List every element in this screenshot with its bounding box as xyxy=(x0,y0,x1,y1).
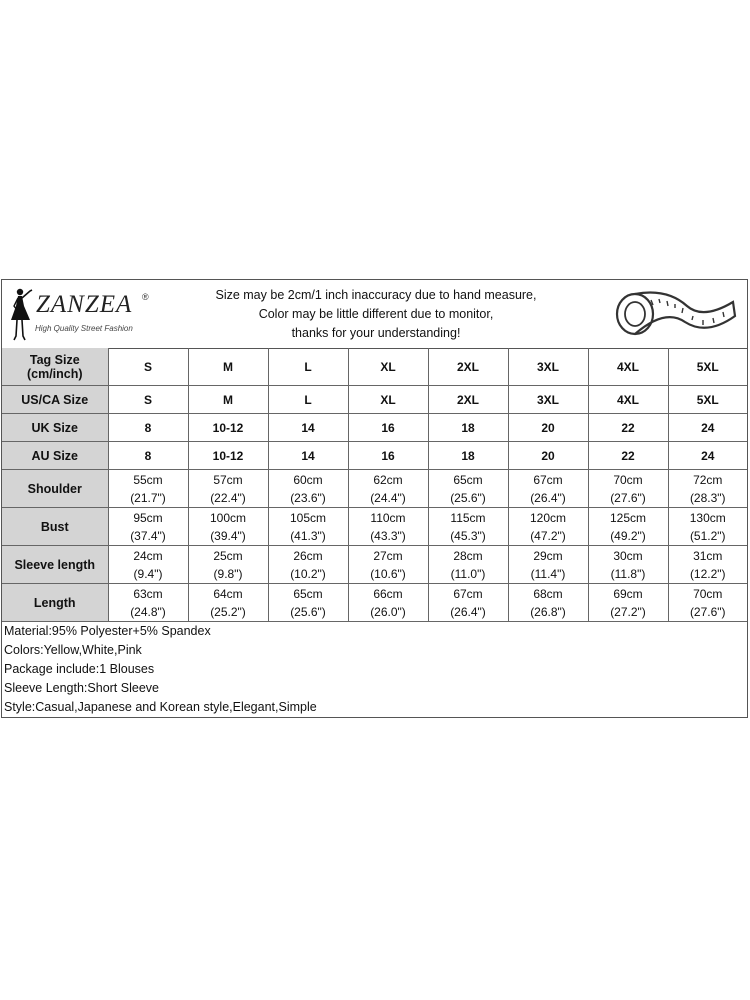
bust-cell xyxy=(268,508,348,546)
shoulder-label: Shoulder xyxy=(2,470,108,508)
shoulder-inch: (25.6") xyxy=(450,490,486,505)
measuring-tape-icon xyxy=(607,284,739,344)
length-inch: (26.8") xyxy=(530,604,566,619)
au-size-cell: 24 xyxy=(668,442,747,470)
sleeve-length-inch: (11.4") xyxy=(530,566,566,581)
sleeve-length-cm: 29cm xyxy=(533,548,563,563)
au-size-cell: 20 xyxy=(508,442,588,470)
bust-inch: (51.2") xyxy=(689,528,726,543)
bust-cell xyxy=(428,508,508,546)
length-cm: 66cm xyxy=(373,586,403,601)
brand-logo xyxy=(8,286,158,344)
shoulder-cm: 55cm xyxy=(133,472,163,487)
sleeve-length-inch: (11.0") xyxy=(450,566,486,581)
au-size-row xyxy=(2,442,747,470)
length-cell xyxy=(268,584,348,622)
uk-size-cell: 18 xyxy=(428,414,508,442)
shoulder-cell xyxy=(268,470,348,508)
shoulder-cm: 62cm xyxy=(373,472,403,487)
us-ca-size-label: US/CA Size xyxy=(2,386,108,414)
sleeve-length-inch: (12.2") xyxy=(689,566,726,581)
uk-size-cell: 10-12 xyxy=(188,414,268,442)
uk-size-row xyxy=(2,414,747,442)
length-inch: (25.2") xyxy=(210,604,246,619)
tag-size-cell: 4XL xyxy=(588,348,668,386)
au-size-label: AU Size xyxy=(2,442,108,470)
shoulder-cm: 57cm xyxy=(213,472,243,487)
bust-cell xyxy=(508,508,588,546)
au-size-cell: 16 xyxy=(348,442,428,470)
length-cell xyxy=(108,584,188,622)
au-size-cell: 14 xyxy=(268,442,348,470)
sleeve-length-inch: (9.8") xyxy=(213,566,243,581)
length-cm: 69cm xyxy=(613,586,643,601)
brand-tagline: High Quality Street Fashion xyxy=(35,324,133,333)
sleeve-length-inch: (9.4") xyxy=(133,566,163,581)
sleeve-length-cell xyxy=(428,546,508,584)
brand-name: ZANZEA xyxy=(36,291,133,318)
registered-mark: ® xyxy=(142,292,149,302)
shoulder-row xyxy=(2,470,747,508)
bust-cell xyxy=(348,508,428,546)
length-row xyxy=(2,584,747,622)
colors-text: Colors:Yellow,White,Pink xyxy=(4,643,142,657)
uk-size-cell: 20 xyxy=(508,414,588,442)
sleeve-length-cell xyxy=(668,546,747,584)
fashion-model-silhouette-icon xyxy=(8,286,38,342)
bust-cm: 100cm xyxy=(209,510,247,525)
length-cm: 68cm xyxy=(533,586,563,601)
length-inch: (25.6") xyxy=(290,604,326,619)
material-text: Material:95% Polyester+5% Spandex xyxy=(4,624,211,638)
length-inch: (26.4") xyxy=(450,604,486,619)
measurement-notice xyxy=(162,286,590,343)
us-ca-size-cell: L xyxy=(268,386,348,414)
us-ca-size-cell: M xyxy=(188,386,268,414)
sleeve-length-text: Sleeve Length:Short Sleeve xyxy=(4,681,159,695)
shoulder-cm: 70cm xyxy=(613,472,643,487)
sleeve-length-cm: 26cm xyxy=(293,548,323,563)
bust-cell xyxy=(668,508,747,546)
sleeve-length-cm: 24cm xyxy=(133,548,163,563)
uk-size-label: UK Size xyxy=(2,414,108,442)
sleeve-length-cm: 27cm xyxy=(373,548,403,563)
sleeve-length-cm: 25cm xyxy=(213,548,243,563)
tag-size-cell: XL xyxy=(348,348,428,386)
au-size-cell: 22 xyxy=(588,442,668,470)
tag-size-cell: M xyxy=(188,348,268,386)
sleeve-length-cell xyxy=(268,546,348,584)
bust-cm: 95cm xyxy=(133,510,163,525)
bust-cm: 105cm xyxy=(289,510,327,525)
notice-line: Size may be 2cm/1 inch inaccuracy due to hand measure, xyxy=(215,288,537,302)
length-cell xyxy=(668,584,747,622)
shoulder-inch: (28.3") xyxy=(689,490,726,505)
shoulder-cm: 65cm xyxy=(453,472,483,487)
bust-inch: (47.2") xyxy=(530,528,566,543)
length-inch: (24.8") xyxy=(130,604,166,619)
notice-line: Color may be little different due to monitor, xyxy=(258,307,494,321)
sleeve-length-row xyxy=(2,546,747,584)
sleeve-length-cm: 30cm xyxy=(613,548,643,563)
length-inch: (26.0") xyxy=(370,604,406,619)
bust-label: Bust xyxy=(2,508,108,546)
length-cell xyxy=(428,584,508,622)
bust-inch: (45.3") xyxy=(450,528,486,543)
us-ca-size-cell: 2XL xyxy=(428,386,508,414)
us-ca-size-cell: XL xyxy=(348,386,428,414)
bust-inch: (41.3") xyxy=(290,528,326,543)
length-inch: (27.2") xyxy=(610,604,646,619)
uk-size-cell: 8 xyxy=(108,414,188,442)
us-ca-size-cell: 3XL xyxy=(508,386,588,414)
shoulder-cell xyxy=(508,470,588,508)
sleeve-length-inch: (10.2") xyxy=(290,566,326,581)
sleeve-length-cell xyxy=(348,546,428,584)
bust-cm: 125cm xyxy=(609,510,647,525)
tag-size-cell: 3XL xyxy=(508,348,588,386)
bust-cm: 115cm xyxy=(450,510,486,525)
sleeve-length-cm: 28cm xyxy=(453,548,483,563)
shoulder-cm: 72cm xyxy=(693,472,723,487)
tag-size-row xyxy=(2,348,747,386)
length-cell xyxy=(508,584,588,622)
us-ca-size-cell: 4XL xyxy=(588,386,668,414)
chart-header xyxy=(2,280,747,349)
au-size-cell: 8 xyxy=(108,442,188,470)
tag-size-cell: L xyxy=(268,348,348,386)
style-text: Style:Casual,Japanese and Korean style,Elegant,Simple xyxy=(4,700,317,714)
shoulder-cell xyxy=(188,470,268,508)
bust-cm: 130cm xyxy=(689,510,726,525)
bust-cm: 120cm xyxy=(529,510,567,525)
shoulder-cm: 67cm xyxy=(533,472,563,487)
bust-inch: (49.2") xyxy=(610,528,646,543)
size-table xyxy=(2,348,747,622)
sleeve-length-cell xyxy=(108,546,188,584)
sleeve-length-cell xyxy=(508,546,588,584)
length-cm: 67cm xyxy=(453,586,483,601)
shoulder-cell xyxy=(588,470,668,508)
uk-size-cell: 16 xyxy=(348,414,428,442)
shoulder-cm: 60cm xyxy=(293,472,323,487)
bust-inch: (43.3") xyxy=(370,528,406,543)
bust-inch: (39.4") xyxy=(210,528,246,543)
length-cm: 65cm xyxy=(293,586,323,601)
sleeve-length-cell xyxy=(588,546,668,584)
uk-size-cell: 22 xyxy=(588,414,668,442)
uk-size-cell: 14 xyxy=(268,414,348,442)
product-info xyxy=(4,622,317,717)
shoulder-inch: (26.4") xyxy=(530,490,566,505)
shoulder-inch: (27.6") xyxy=(610,490,646,505)
tag-size-label: Tag Size (cm/inch) xyxy=(2,348,108,386)
tag-size-cell: 2XL xyxy=(428,348,508,386)
length-cm: 70cm xyxy=(693,586,723,601)
us-ca-size-cell: S xyxy=(108,386,188,414)
bust-cell xyxy=(108,508,188,546)
tag-size-cell: S xyxy=(108,348,188,386)
sleeve-length-cell xyxy=(188,546,268,584)
length-cell xyxy=(348,584,428,622)
package-text: Package include:1 Blouses xyxy=(4,662,155,676)
length-inch: (27.6") xyxy=(689,604,726,619)
length-label: Length xyxy=(2,584,108,622)
bust-inch: (37.4") xyxy=(130,528,166,543)
shoulder-inch: (23.6") xyxy=(290,490,326,505)
au-size-cell: 18 xyxy=(428,442,508,470)
sleeve-length-label: Sleeve length xyxy=(2,546,108,584)
shoulder-cell xyxy=(428,470,508,508)
size-chart xyxy=(1,279,748,718)
shoulder-cell xyxy=(108,470,188,508)
sleeve-length-inch: (10.6") xyxy=(370,566,406,581)
shoulder-inch: (22.4") xyxy=(210,490,246,505)
shoulder-inch: (21.7") xyxy=(130,490,166,505)
sleeve-length-cm: 31cm xyxy=(693,548,723,563)
bust-cell xyxy=(188,508,268,546)
length-cm: 64cm xyxy=(213,586,243,601)
tag-size-cell: 5XL xyxy=(668,348,747,386)
shoulder-cell xyxy=(668,470,747,508)
uk-size-cell: 24 xyxy=(668,414,747,442)
notice-line: thanks for your understanding! xyxy=(291,326,461,340)
au-size-cell: 10-12 xyxy=(188,442,268,470)
sleeve-length-inch: (11.8") xyxy=(610,566,646,581)
bust-cm: 110cm xyxy=(370,510,406,525)
length-cm: 63cm xyxy=(133,586,163,601)
length-cell xyxy=(588,584,668,622)
bust-row xyxy=(2,508,747,546)
us-ca-size-cell: 5XL xyxy=(668,386,747,414)
length-cell xyxy=(188,584,268,622)
bust-cell xyxy=(588,508,668,546)
us-ca-size-row xyxy=(2,386,747,414)
shoulder-cell xyxy=(348,470,428,508)
shoulder-inch: (24.4") xyxy=(370,490,406,505)
